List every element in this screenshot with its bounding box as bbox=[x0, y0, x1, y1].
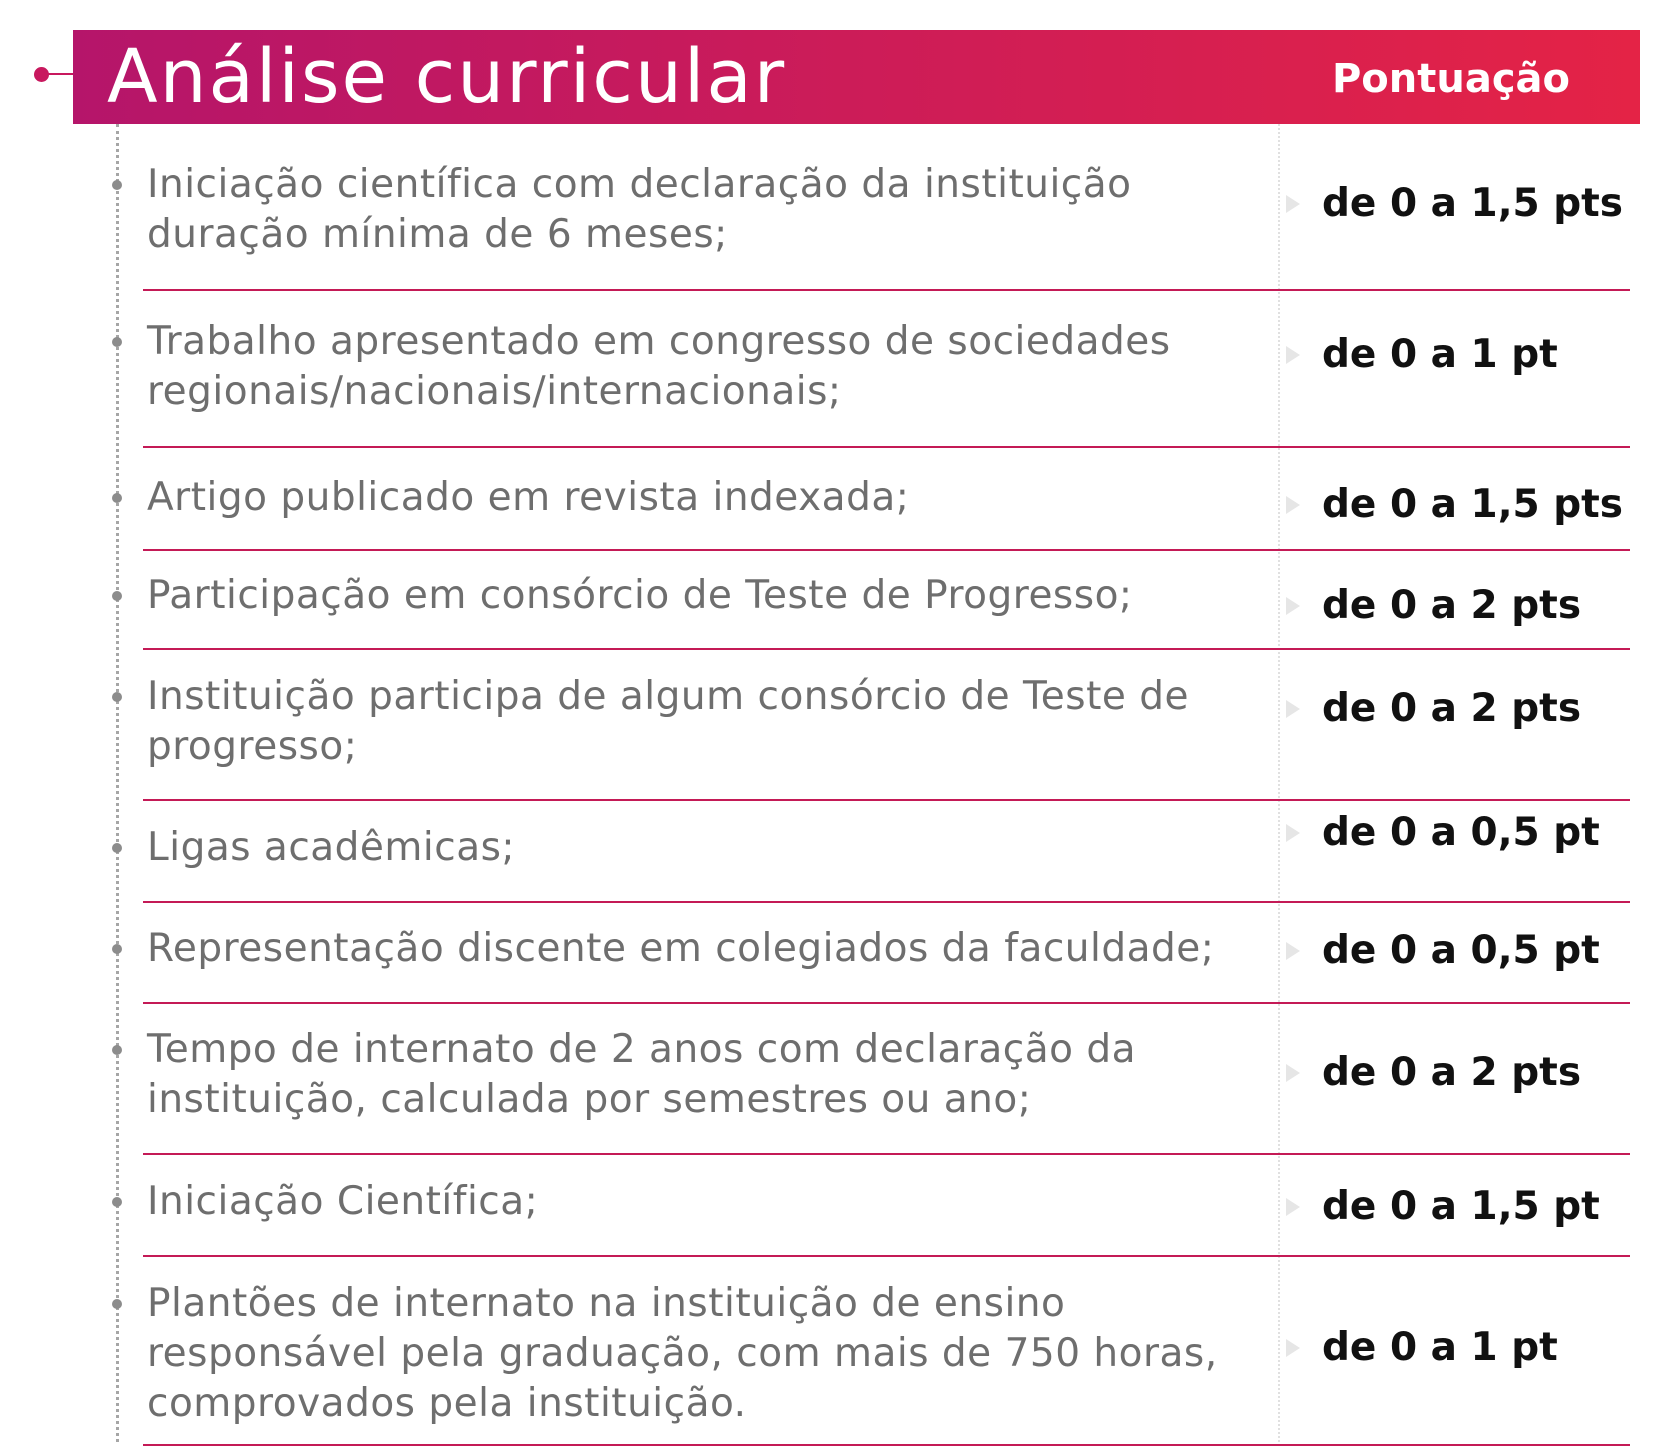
criteria-row bbox=[0, 801, 1667, 903]
criteria-score: de 0 a 1 pt bbox=[1322, 332, 1558, 377]
row-bullet bbox=[112, 1299, 122, 1309]
arrow-icon bbox=[1286, 346, 1300, 364]
criteria-row bbox=[0, 448, 1667, 551]
row-bullet bbox=[112, 493, 122, 503]
criteria-row bbox=[0, 1004, 1667, 1155]
row-bullet bbox=[112, 944, 122, 954]
row-bullet bbox=[112, 591, 122, 601]
criteria-score: de 0 a 0,5 pt bbox=[1322, 928, 1600, 973]
criteria-row bbox=[0, 1257, 1667, 1446]
criteria-row bbox=[0, 291, 1667, 448]
criteria-description: Instituição participa de algum consórcio de Teste de progresso; bbox=[147, 674, 1189, 769]
criteria-score: de 0 a 1,5 pts bbox=[1322, 482, 1623, 527]
criteria-row bbox=[0, 903, 1667, 1004]
criteria-description: Tempo de internato de 2 anos com declaração da instituição, calculada por semestres ou ano; bbox=[147, 1027, 1137, 1122]
criteria-description: Trabalho apresentado em congresso de sociedades regionais/nacionais/internacionais; bbox=[147, 319, 1171, 414]
criteria-description: Iniciação Científica; bbox=[147, 1179, 539, 1224]
row-bullet bbox=[112, 692, 122, 702]
score-column-header: Pontuação bbox=[1331, 56, 1570, 102]
criteria-score: de 0 a 2 pts bbox=[1322, 1050, 1582, 1095]
criteria-row bbox=[0, 124, 1667, 291]
arrow-icon bbox=[1286, 824, 1300, 842]
section-header bbox=[73, 30, 1640, 124]
arrow-icon bbox=[1286, 942, 1300, 960]
arrow-icon bbox=[1286, 496, 1300, 514]
criteria-description: Ligas acadêmicas; bbox=[147, 825, 516, 870]
criteria-description: Representação discente em colegiados da faculdade; bbox=[147, 926, 1215, 971]
criteria-description: Plantões de internato na instituição de ensino responsável pela graduação, com mais de 750 horas, comprovados pela instituição. bbox=[147, 1281, 1218, 1426]
criteria-score: de 0 a 1 pt bbox=[1322, 1325, 1558, 1370]
arrow-icon bbox=[1286, 1064, 1300, 1082]
section-title: Análise curricular bbox=[107, 34, 787, 120]
criteria-row bbox=[0, 1155, 1667, 1257]
arrow-icon bbox=[1286, 1339, 1300, 1357]
arrow-icon bbox=[1286, 1198, 1300, 1216]
criteria-row bbox=[0, 551, 1667, 650]
row-bullet bbox=[112, 843, 122, 853]
arrow-icon bbox=[1286, 700, 1300, 718]
criteria-score: de 0 a 1,5 pt bbox=[1322, 1184, 1600, 1229]
criteria-row bbox=[0, 650, 1667, 801]
row-bullet bbox=[112, 1045, 122, 1055]
criteria-score: de 0 a 0,5 pt bbox=[1322, 810, 1600, 855]
arrow-icon bbox=[1286, 195, 1300, 213]
criteria-description: Artigo publicado em revista indexada; bbox=[147, 475, 910, 520]
arrow-icon bbox=[1286, 597, 1300, 615]
criteria-score: de 0 a 2 pts bbox=[1322, 686, 1582, 731]
criteria-description: Iniciação científica com declaração da instituição duração mínima de 6 meses; bbox=[147, 162, 1132, 257]
header-connector-line bbox=[38, 73, 73, 75]
criteria-score: de 0 a 1,5 pts bbox=[1322, 181, 1623, 226]
criteria-list bbox=[0, 124, 1667, 1446]
row-bullet bbox=[112, 1197, 122, 1207]
criteria-score: de 0 a 2 pts bbox=[1322, 583, 1582, 628]
criteria-description: Participação em consórcio de Teste de Progresso; bbox=[147, 573, 1133, 618]
row-bullet bbox=[112, 337, 122, 347]
row-bullet bbox=[112, 180, 122, 190]
